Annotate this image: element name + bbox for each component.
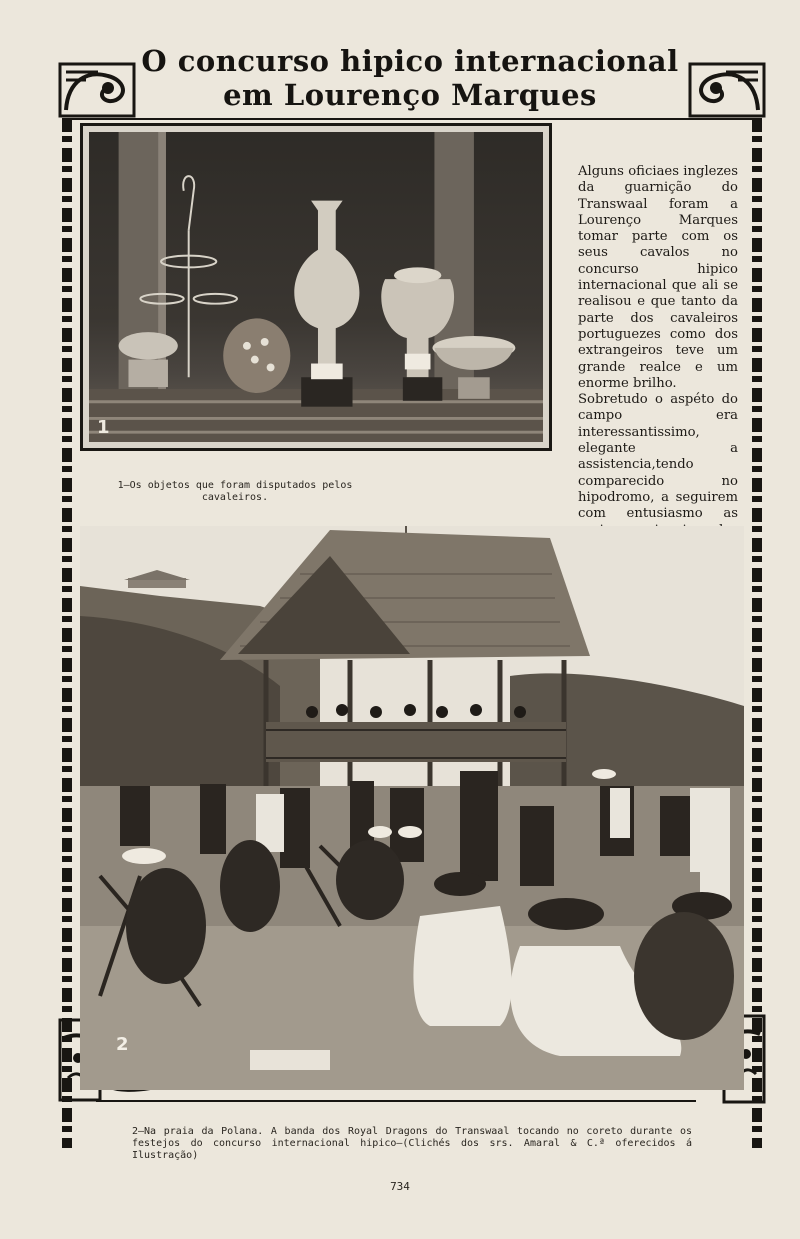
corner-ornament-top-right-icon [686, 60, 766, 120]
figure-number-2: 2 [116, 1034, 129, 1055]
page-number: 734 [390, 1180, 410, 1193]
trophies-photo [80, 123, 552, 451]
bandstand-crowd-illustration [80, 526, 744, 1090]
figure-2-caption: 2—Na praia da Polana. A banda dos Royal Dragons do Transwaal tocando no coreto durante os festejos do concurso internacional hipico—(Clichés dos srs. Amaral & C.ª oferecidos á Ilustração) [132, 1126, 692, 1161]
trophies-illustration [89, 132, 543, 442]
band-bandstand-photo [80, 526, 744, 1090]
page-title [140, 44, 680, 112]
figure-number-1: 1 [97, 417, 110, 438]
figure-1-caption: 1—Os objetos que foram disputados pelos cavaleiros. [117, 480, 353, 503]
article-body: Alguns oficiaes inglezes da guarnição do Transwaal foram a Lourenço Marques tomar parte com os seus cavalos no concurso hipico internacional que ali se realisou e que tanto da parte dos cavaleiros portuguezes como dos extrangeiros teve um grande realce e um enorme brilho. Sobretudo o aspéto do campo era interessantissimo, elegante a assistencia,tendo comparecido no hipodromo, a seguirem com entusiasmo as [578, 164, 738, 522]
title-line-2: em Lourenço Marques [223, 78, 597, 112]
corner-ornament-top-left-icon [58, 60, 138, 120]
title-line-1: O concurso hipico internacional [141, 44, 679, 78]
